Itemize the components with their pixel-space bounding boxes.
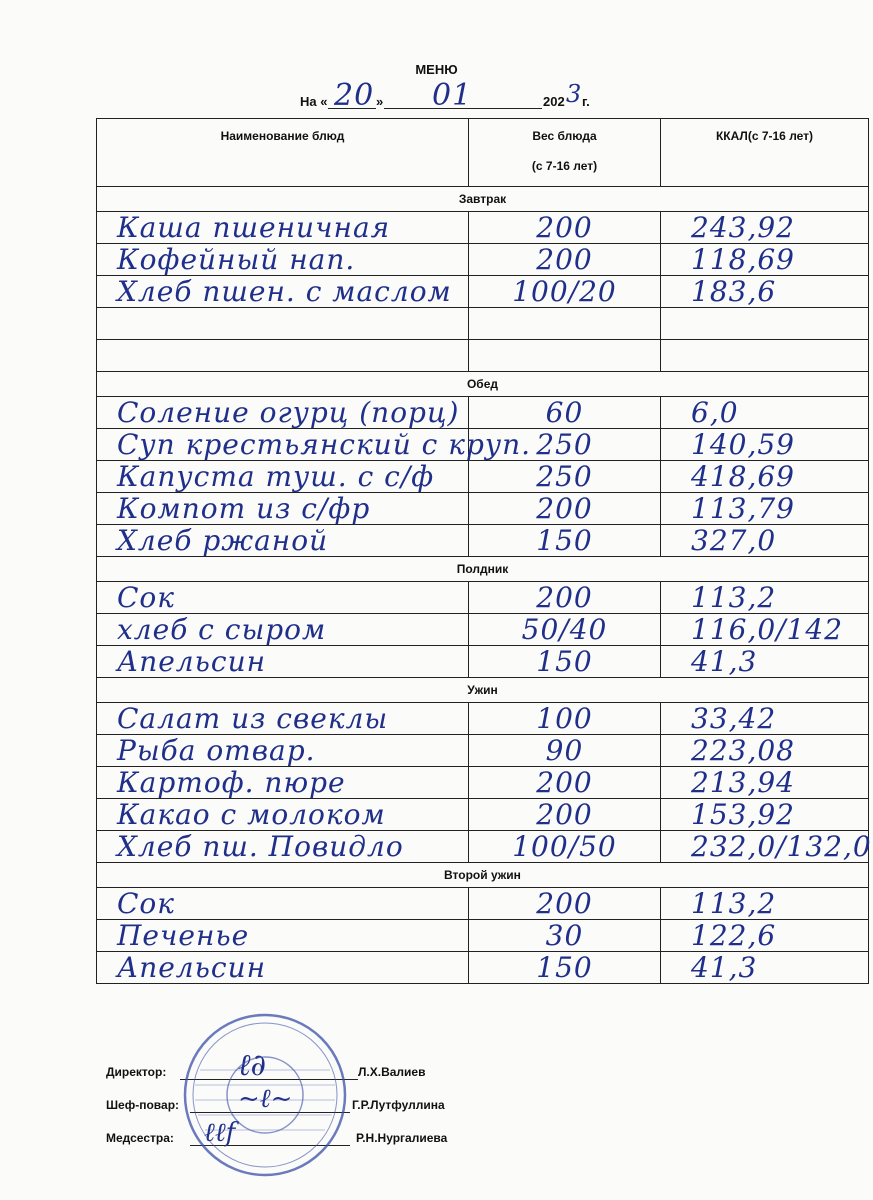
director-signature: ℓ∂ (238, 1048, 267, 1083)
empty-cell (97, 340, 469, 372)
dish-weight-cell (469, 920, 661, 952)
dish-name-cell (97, 493, 469, 525)
dish-name-cell (97, 397, 469, 429)
dish-kcal: 41,3 (691, 644, 758, 678)
dish-kcal-cell (661, 888, 869, 920)
section-row (97, 557, 869, 582)
section-title: Завтрак (97, 187, 869, 212)
table-row (97, 703, 869, 735)
nurse-signature: ℓℓf (204, 1118, 236, 1148)
dish-name: Каша пшеничная (117, 210, 391, 244)
date-year-suffix: г. (582, 94, 590, 109)
dish-weight: 100/20 (512, 274, 617, 308)
date-prefix: На « (300, 94, 328, 109)
date-line (300, 78, 620, 113)
dish-weight-cell (469, 646, 661, 678)
dish-name: хлеб с сыром (117, 612, 327, 646)
dish-name-cell (97, 614, 469, 646)
dish-weight: 30 (545, 918, 584, 952)
dish-name: Хлеб пшен. с маслом (117, 274, 452, 308)
dish-weight: 200 (536, 797, 593, 831)
empty-cell (661, 340, 869, 372)
dish-kcal-cell (661, 276, 869, 308)
dish-weight: 150 (536, 644, 593, 678)
dish-weight: 200 (536, 580, 593, 614)
dish-name-cell (97, 799, 469, 831)
dish-kcal: 232,0/132,0 (691, 829, 872, 863)
dish-kcal-cell (661, 703, 869, 735)
dish-kcal: 418,69 (691, 459, 795, 493)
dish-weight-cell (469, 767, 661, 799)
dish-name-cell (97, 920, 469, 952)
date-day: 20 (334, 78, 375, 113)
dish-kcal: 140,59 (691, 427, 795, 461)
dish-name: Соление огурц (порц) (117, 395, 460, 429)
section-title: Ужин (97, 678, 869, 703)
dish-kcal-cell (661, 799, 869, 831)
dish-name: Кофейный нап. (117, 242, 356, 276)
table-row (97, 614, 869, 646)
dish-weight: 200 (536, 491, 593, 525)
empty-row (97, 340, 869, 372)
dish-kcal-cell (661, 493, 869, 525)
dish-weight-cell (469, 735, 661, 767)
dish-kcal: 113,2 (691, 886, 777, 920)
dish-name-cell (97, 735, 469, 767)
table-row (97, 888, 869, 920)
dish-kcal-cell (661, 735, 869, 767)
table-row (97, 952, 869, 984)
dish-name-cell (97, 461, 469, 493)
dish-name: Апельсин (117, 950, 267, 984)
dish-kcal: 6,0 (691, 395, 739, 429)
column-weight: Вес блюда (с 7-16 лет) (469, 119, 661, 187)
dish-weight-cell (469, 276, 661, 308)
dish-kcal: 116,0/142 (691, 612, 844, 646)
dish-kcal: 113,2 (691, 580, 777, 614)
table-row (97, 582, 869, 614)
empty-row (97, 308, 869, 340)
dish-kcal: 243,92 (691, 210, 795, 244)
dish-weight: 50/40 (521, 612, 608, 646)
dish-weight-cell (469, 461, 661, 493)
date-month: 01 (432, 78, 473, 113)
dish-weight: 100/50 (512, 829, 617, 863)
dish-kcal-cell (661, 429, 869, 461)
table-row (97, 461, 869, 493)
dish-weight-cell (469, 703, 661, 735)
dish-name-cell (97, 276, 469, 308)
section-title: Второй ужин (97, 863, 869, 888)
dish-kcal: 223,08 (691, 733, 795, 767)
empty-cell (469, 340, 661, 372)
dish-name: Рыба отвар. (117, 733, 316, 767)
dish-weight-cell (469, 493, 661, 525)
dish-kcal-cell (661, 767, 869, 799)
column-dish-name: Наименование блюд (97, 119, 469, 187)
dish-name-cell (97, 952, 469, 984)
dish-kcal-cell (661, 461, 869, 493)
date-year-prefix: 202 (543, 94, 565, 109)
dish-kcal-cell (661, 212, 869, 244)
table-row (97, 276, 869, 308)
dish-weight-cell (469, 244, 661, 276)
dish-name-cell (97, 525, 469, 557)
dish-name: Какао с молоком (117, 797, 386, 831)
dish-kcal: 118,69 (691, 242, 795, 276)
table-row (97, 831, 869, 863)
dish-weight: 200 (536, 765, 593, 799)
dish-name: Компот из с/фр (117, 491, 371, 525)
dish-weight-cell (469, 952, 661, 984)
chef-signature: ~ℓ~ (238, 1084, 293, 1114)
dish-kcal-cell (661, 614, 869, 646)
dish-name: Картоф. пюре (117, 765, 346, 799)
dish-weight: 60 (545, 395, 584, 429)
dish-name-cell (97, 831, 469, 863)
dish-weight-cell (469, 212, 661, 244)
section-row (97, 863, 869, 888)
dish-name: Хлеб пш. Повидло (117, 829, 404, 863)
dish-weight: 200 (536, 210, 593, 244)
dish-name: Апельсин (117, 644, 267, 678)
section-row (97, 372, 869, 397)
table-row (97, 525, 869, 557)
table-row (97, 646, 869, 678)
dish-name-cell (97, 582, 469, 614)
table-header-row (97, 119, 869, 187)
menu-document: МЕНЮ На « 20 » 01 202 3 г. Наименование блюд Вес блюда (с 7-16 лет) ККАЛ(с 7-16 лет) Завтрак Каша пшеничная 200 243,92 Кофейный нап. 200 118,69 Хлеб пшен. с маслом 100/20 183,6 Обед Соление огурц (порц) 60 6,0 Суп крестьянский с круп. 250 140,59 Капуста туш. с с/ф 250 418,69 Компот из с/фр 200 113,79 Хлеб ржаной 150 327,0 Полдник Сок 200 113,2 хлеб с сыром 50/40 116,0/142 Апельсин 150 41,3 Ужин Салат из свеклы 100 33,42 Рыба отвар. 90 223,08 Картоф. пюре 200 213,94 Какао с молоком 200 153,92 Хлеб пш. Повидло 100/50 232,0/132,0 Второй ужин Сок 200 113,2 Печенье 30 122,6 Апельсин 150 41,3 Директор: Л.Х.Валиев Шеф-повар: Г.Р.Лутфуллина Медсестра: Р.Н.Нургалиева ℓ∂ ~ℓ~ ℓℓf (0, 0, 873, 1200)
column-kcal: ККАЛ(с 7-16 лет) (661, 119, 869, 187)
dish-name: Хлеб ржаной (117, 523, 329, 557)
menu-table (96, 118, 872, 984)
dish-name-cell (97, 888, 469, 920)
dish-kcal-cell (661, 646, 869, 678)
dish-kcal: 33,42 (691, 701, 777, 735)
dish-kcal-cell (661, 952, 869, 984)
section-row (97, 678, 869, 703)
dish-weight-cell (469, 614, 661, 646)
dish-name: Сок (117, 580, 176, 614)
dish-weight: 250 (536, 427, 593, 461)
dish-kcal-cell (661, 397, 869, 429)
dish-name-cell (97, 427, 532, 461)
section-title: Обед (97, 372, 869, 397)
section-row (97, 187, 869, 212)
dish-kcal-cell (661, 829, 872, 863)
table-row (97, 920, 869, 952)
dish-weight-cell (469, 397, 661, 429)
empty-cell (469, 308, 661, 340)
dish-weight-cell (469, 831, 661, 863)
dish-kcal: 213,94 (691, 765, 795, 799)
table-row (97, 767, 869, 799)
dish-name-cell (97, 703, 469, 735)
dish-kcal-cell (661, 244, 869, 276)
dish-kcal-cell (661, 920, 869, 952)
dish-weight-cell (469, 582, 661, 614)
empty-cell (97, 308, 469, 340)
table-row (97, 493, 869, 525)
table-row (97, 429, 869, 461)
dish-weight: 200 (536, 886, 593, 920)
dish-name: Сок (117, 886, 176, 920)
table-row (97, 244, 869, 276)
dish-name-cell (97, 244, 469, 276)
dish-name: Салат из свеклы (117, 701, 389, 735)
dish-kcal: 327,0 (691, 523, 777, 557)
dish-kcal: 113,79 (691, 491, 795, 525)
dish-weight-cell (469, 525, 661, 557)
dish-weight: 200 (536, 242, 593, 276)
section-title: Полдник (97, 557, 869, 582)
dish-kcal: 122,6 (691, 918, 777, 952)
dish-weight: 90 (545, 733, 584, 767)
dish-name-cell (97, 767, 469, 799)
dish-kcal-cell (661, 582, 869, 614)
dish-weight-cell (469, 799, 661, 831)
date-year-digit: 3 (566, 80, 583, 108)
dish-name-cell (97, 212, 469, 244)
dish-weight: 150 (536, 950, 593, 984)
dish-name: Суп крестьянский с круп. (117, 427, 532, 461)
table-row (97, 397, 869, 429)
dish-kcal: 153,92 (691, 797, 795, 831)
date-day-close: » (376, 94, 384, 109)
dish-name-cell (97, 646, 469, 678)
empty-cell (661, 308, 869, 340)
dish-weight: 100 (536, 701, 593, 735)
document-title: МЕНЮ (415, 62, 458, 77)
table-row (97, 735, 869, 767)
table-row (97, 799, 869, 831)
dish-weight: 150 (536, 523, 593, 557)
dish-kcal: 41,3 (691, 950, 758, 984)
dish-name: Капуста туш. с с/ф (117, 459, 435, 493)
dish-weight: 250 (536, 459, 593, 493)
dish-kcal: 183,6 (691, 274, 777, 308)
dish-name: Печенье (117, 918, 250, 952)
table-row (97, 212, 869, 244)
dish-kcal-cell (661, 525, 869, 557)
dish-weight-cell (469, 888, 661, 920)
